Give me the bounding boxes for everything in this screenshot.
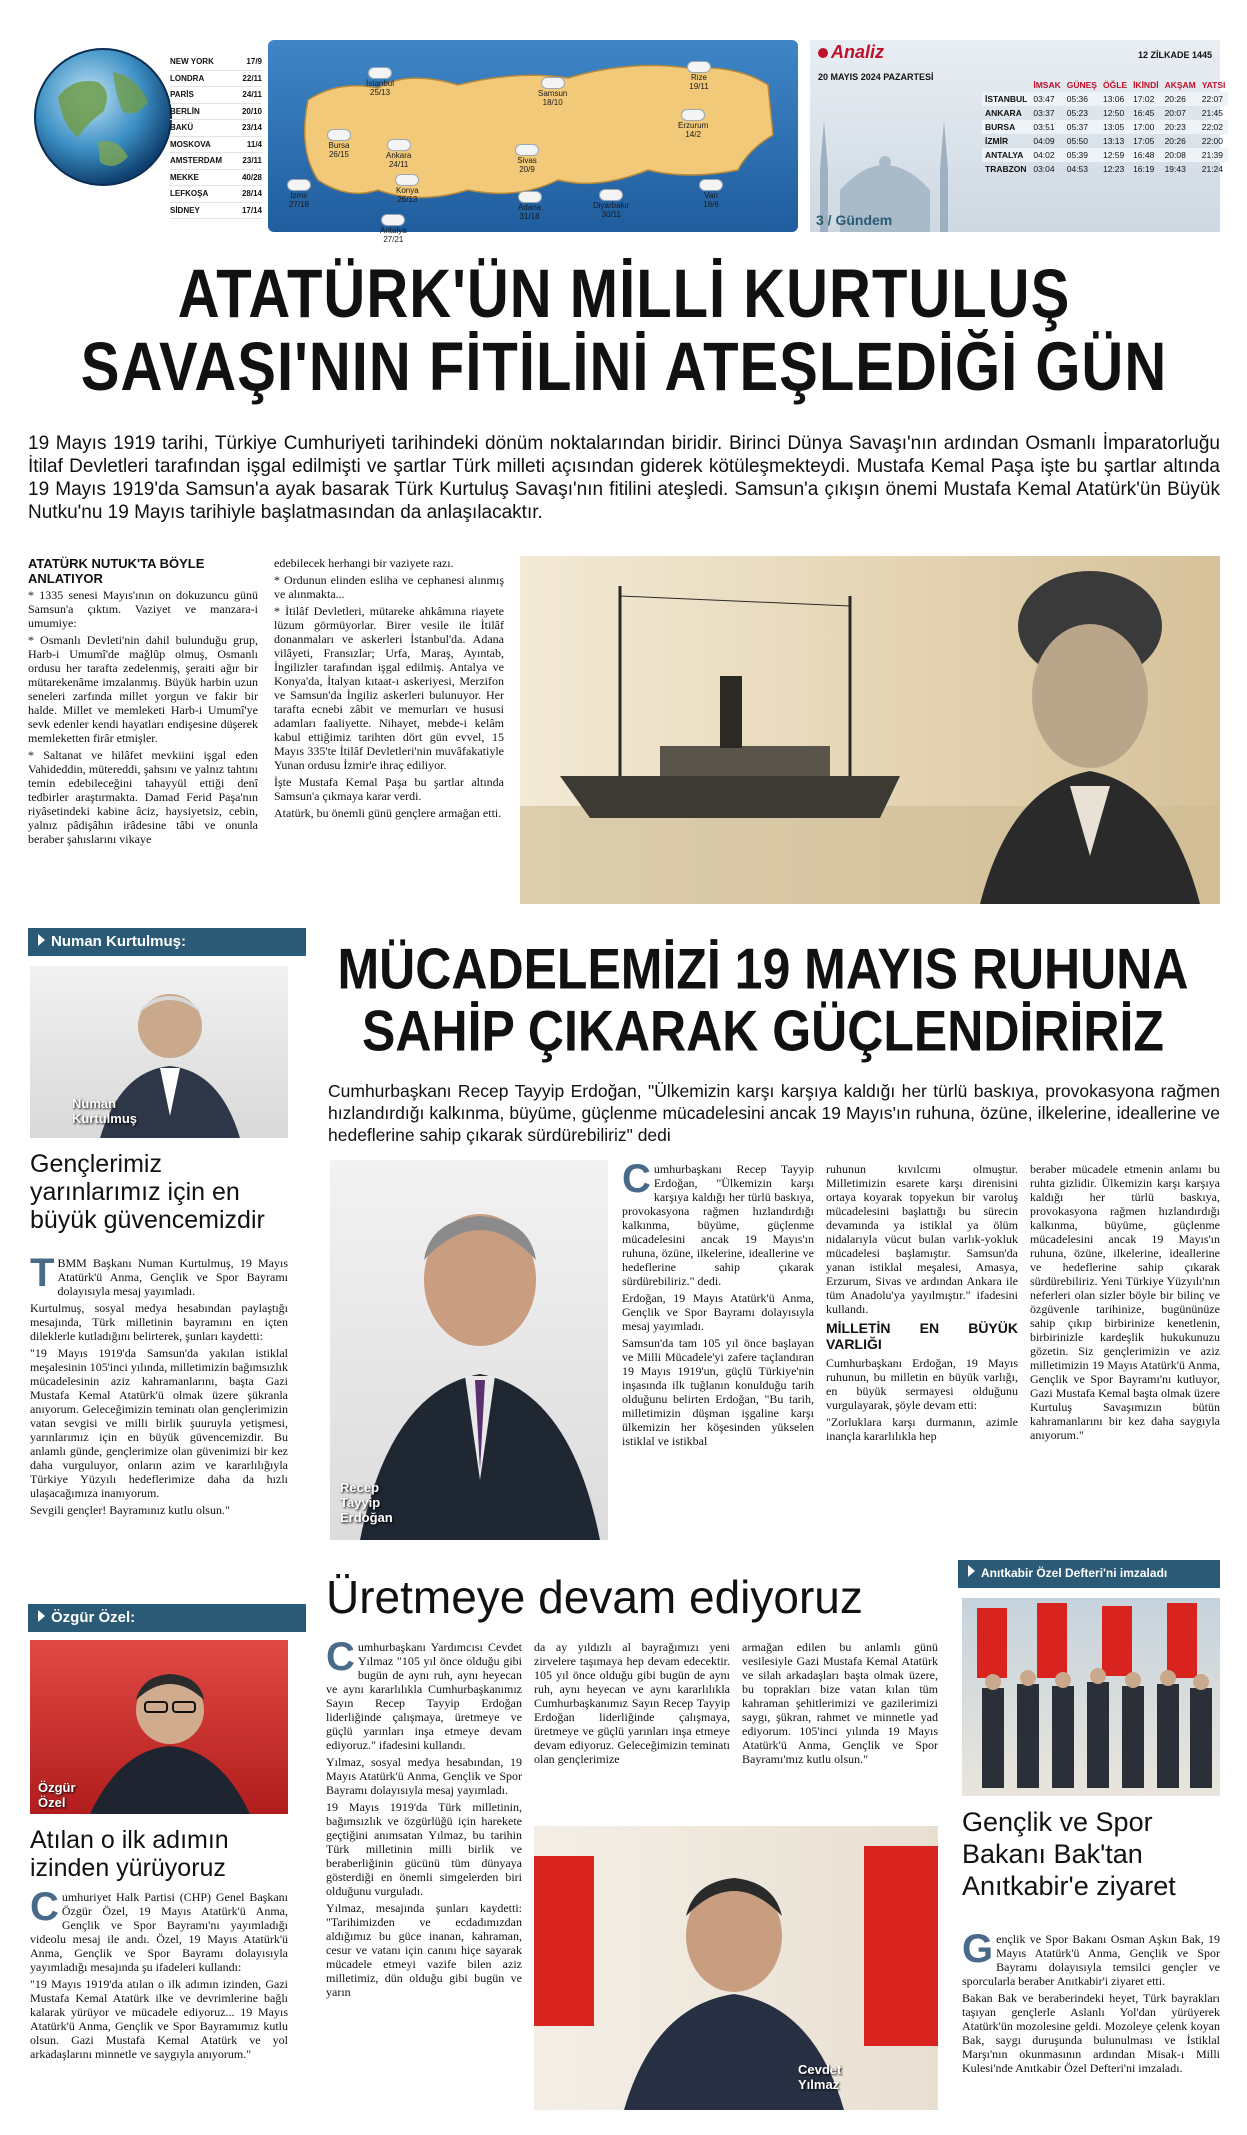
paragraph: da ay yıldızlı al bayrağımızı yeni zirvelere taşımaya hep devam edecektir. 105 yıl önce olduğu gibi bugün de aynı ruh, aynı heyecan ve aynı kararlılıkla Cumhurbaşkanımız Sayın Recep Tayyip Erdoğan liderliğinde çalışmaya, üretmeye ve güçlü yarınları inşa etmeye devam ediyoruz. Geleceğimizin teminatı olan gençlerimize (534, 1640, 730, 1766)
prayer-time: 12:23 (1102, 164, 1125, 174)
erdogan-lead: Cumhurbaşkanı Recep Tayyip Erdoğan, "Ülkemizin karşı karşıya kaldığı her türlü baskıya, provokasyona rağmen hızlandırdığı kalkınma, büyüme, güçlenme mücadelesini ancak 19 Mayıs'ın ruhuna, özüne, ilkelerine, ideallerine ve hedeflerine sahip çıkarak sürdürebiliriz" dedi (328, 1081, 1220, 1145)
city-name: Antalya (380, 226, 407, 235)
prayer-time: 16:48 (1130, 148, 1162, 162)
yilmaz-col-2 (534, 1640, 730, 1769)
map-city-weather (328, 130, 350, 159)
cloud-icon (516, 145, 538, 155)
cloud-icon (369, 68, 391, 78)
paragraph: armağan edilen bu anlamlı günü vesilesiyle Gazi Mustafa Kemal Atatürk ve silah arkadaşları başta olmak üzere, bu toprakları bize vatan kılan tüm kahraman şehitlerimizi ve gazilerimizi saygı, şükran, rahmet ve minnetle yad ediyorum. 105'inci yılında 19 Mayıs Atatürk'ü Anma, Gençlik ve Spor Bayramı'mız kutlu olsun." (742, 1640, 938, 1766)
prayer-time: 22:07 (1199, 92, 1229, 106)
city-name: PARİS (170, 90, 194, 99)
prayer-header: İMSAK (1033, 80, 1061, 90)
temperature: 18/10 (542, 98, 563, 107)
paragraph: beraber mücadele etmenin anlamı bu ruhta gizlidir. Ülkemizin karşı karşıya kaldığı her türlü baskıya, provokasyona rağmen hızlandırdığı kalkınma, büyüme, güçlenme mücadelesini ancak 19 Mayıs'ın ruhuna, özüne, ilkelerine, ideallerine ve hedeflerine sahip çıkarak sürdürebiliriz. Yeni Türkiye Yüzyılı'nın neferleri olan sizler böyle bir bilinç ve özgüvenle tarihinize, bugününüze sahip çıkıp birbirinize kenetlenin, birbirinizle kardeşlik hukukunuzu gözetin. Siz gençlerimizin ve aziz milletimizin 19 Mayıs Atatürk'ü Anma, Gençlik ve Spor Bayramı'nı kutluyor, Gazi Mustafa Kemal başta olmak üzere Kurtuluş Savaşımızın bütün kahramanlarını bir kez daha saygıyla anıyorum." (1030, 1162, 1220, 1442)
map-city-weather (386, 140, 411, 169)
cloud-icon (288, 180, 310, 190)
world-weather-list (170, 54, 262, 219)
prayer-row (982, 162, 1228, 176)
bak-title: Gençlik ve Spor Bakanı Bak'tan Anıtkabir'e ziyaret (962, 1807, 1176, 1901)
prayer-city: TRABZON (985, 164, 1027, 174)
prayer-time: 13:13 (1102, 136, 1125, 146)
paragraph: Kurtulmuş, sosyal medya hesabından paylaştığı mesajında, Türk milletinin bayramını en içten dileklerle kutladığını belirterek, şunları kaydetti: (30, 1301, 288, 1343)
erdogan-col-3 (1030, 1162, 1220, 1445)
prayer-row (982, 120, 1228, 134)
world-weather-row (170, 120, 262, 137)
prayer-time: 17:05 (1133, 136, 1155, 146)
map-city-weather (288, 180, 310, 209)
paragraph: Yılmaz, mesajında şunları kaydetti: "Tarihimizden ve ecdadımızdan aldığımız bu güce inanan, kahraman, cesur ve vatanı için canını hiçe sayarak mücadele etmeyi vazife bilen aziz milletimiz, dün olduğu gibi bugün ve yarın (326, 1901, 522, 1999)
world-weather-row (170, 170, 262, 187)
prayer-time: 03:51 (1030, 120, 1063, 134)
temperature: 31/18 (519, 212, 540, 221)
prayer-time: 20:08 (1162, 148, 1199, 162)
city-name: BERLİN (170, 106, 200, 116)
paragraph: Yılmaz, sosyal medya hesabından, 19 Mayıs Atatürk'ü Anma, Gençlik ve Spor Bayramı dolayısıyla mesaj yayımladı. (326, 1755, 522, 1797)
header-band (28, 40, 1226, 244)
hijri-date: 12 ZİLKADE 1445 (1137, 50, 1212, 60)
temperature: 24/11 (242, 90, 262, 99)
world-weather-row (170, 203, 262, 220)
ozel-label: Özgür Özel: (28, 1604, 306, 1632)
temperature: 23/11 (242, 156, 262, 165)
world-weather-row (170, 153, 262, 170)
city-name: LEFKOŞA (170, 189, 209, 198)
ozel-body (30, 1885, 288, 2064)
paragraph: ruhunun kıvılcımı olmuştur. Milletimizin esarete karşı direnisini ortaya koyarak topyekun bir varoluş mücadelesini başlattığı bu sürecin devamında ya istiklal ya ölüm nidalarıyla vücut bulan varlık-yokluk mücadelesi başlamıştır. Samsun'da yanan istiklal meşalesi, Amasya, Erzurum, Sivas ve ardından Ankara ile tüm Anadolu'ya yayılmıştır." ifadesini kullandı. (826, 1162, 1018, 1316)
city-name: NEW YORK (170, 57, 214, 66)
map-city-weather (593, 190, 629, 219)
paragraph: Cumhurbaşkanı Yardımcısı Cevdet Yılmaz "105 yıl önce olduğu gibi bugün de aynı ruh, aynı heyecan ve aynı kararlılıkla Cumhurbaşkanımız Sayın Recep Tayyip Erdoğan liderliğinde çalışmaya, üretmeye ve güçlü yarınları inşa etmeye devam ediyoruz." ifadesini kullandı. (326, 1635, 522, 1752)
prayer-time: 16:45 (1133, 108, 1155, 118)
city-name: MEKKE (170, 172, 199, 182)
city-name: SİDNEY (170, 205, 200, 215)
map-city-weather (518, 192, 541, 221)
paragraph: TBMM Başkanı Numan Kurtulmuş, 19 Mayıs Atatürk'ü Anma, Gençlik ve Spor Bayramı dolayısıyla mesaj yayımladı. (30, 1251, 288, 1298)
prayer-time: 04:09 (1033, 136, 1055, 146)
prayer-city: ANKARA (985, 108, 1022, 118)
map-city-weather (688, 62, 710, 91)
main-headline (24, 255, 1224, 406)
yilmaz-photo (534, 1826, 938, 2110)
temperature: 30/11 (601, 210, 621, 219)
world-weather-row (170, 54, 262, 71)
city-name: LONDRA (170, 73, 205, 83)
paragraph: Cumhurbaşkanı Recep Tayyip Erdoğan, "Ülkemizin karşı karşıya kaldığı her türlü baskıya, provokasyona rağmen hızlandırdığı kalkınma, büyüme, güçlenme mücadelesini ancak 19 Mayıs'ın ruhuna, özüne, ilkelerine, ideallerine ve hedeflerine sahip çıkarak sürdürebiliriz." dedi. (622, 1157, 814, 1288)
prayer-times-panel (810, 40, 1226, 232)
prayer-time: 13:06 (1100, 92, 1130, 106)
world-weather-row (170, 186, 262, 203)
prayer-table (982, 78, 1228, 176)
prayer-time: 17:00 (1130, 120, 1162, 134)
person-portrait (534, 1826, 938, 2110)
paragraph: Erdoğan, 19 Mayıs Atatürk'ü Anma, Gençlik ve Spor Bayramı dolayısıyla mesaj yayımladı. (622, 1291, 814, 1333)
temperature: 26/13 (397, 195, 418, 204)
prayer-time: 03:37 (1033, 108, 1055, 118)
prayer-header: ÖĞLE (1102, 80, 1128, 90)
erdogan-photo (330, 1160, 608, 1540)
cloud-icon (382, 215, 404, 225)
map-city-weather (700, 180, 722, 209)
temperature: 28/14 (241, 189, 262, 198)
prayer-time: 12:59 (1100, 148, 1130, 162)
temperature: 40/28 (241, 172, 262, 182)
prayer-city: İZMİR (985, 136, 1009, 146)
cloud-icon (388, 140, 410, 150)
historic-photo (520, 556, 1220, 904)
paragraph: Samsun'da tam 105 yıl önce başlayan ve Milli Mücadele'yi zafere taçlandıran 19 Mayıs 1919'un, güçlü Türkiye'nin inşasında ilk tuğlanın konulduğu tarih olduğunu belirten Erdoğan, "Bu tarih, milletimizin düşman işgaline karşı ülkemizin her köşesinden yükselen istiklal ve istikbal (622, 1336, 814, 1448)
erdogan-subhead: MİLLETİN EN BÜYÜK VARLIĞI (826, 1320, 1018, 1352)
paragraph: Cumhurbaşkanı Erdoğan, 19 Mayıs ruhunun, bu milletin en büyük varlığı, en büyük sermayesi olduğunu vurgulayarak, şöyle devam etti: (826, 1356, 1018, 1412)
temperature: 27/21 (383, 235, 404, 244)
paragraph: * İtilâf Devletleri, mütareke ahkâmına riayete lüzum görmüyorlar. Birer vesile ile İtilâf donanmaları ve askerleri İstanbul'da. Adana vilâyeti, Fransızlar; Urfa, Maraş, Ayıntab, İngilizler tarafından işgal edilmiş. Antalya ve Konya'da, İtalyan kıtaat-ı askeriyesi, Merzifon ve Samsun'da İngiliz askerleri bulunuyor. Her tarafta ecnebi zâbit ve memurları ve hususi adamları faaliyette. Nihayet, mebde-i kelâm kabul ettiğimiz tarihten dört gün evvel, 15 Mayıs 335'te İtilâf Devletleri'nin muvâfakatiyle Yunan ordusu İzmir'e ihraç ediliyor. (274, 604, 504, 772)
paragraph: * Saltanat ve hilâfet mevkiini işgal eden Vahideddin, mütereddi, şahsını ve yalnız tahtını temin edebileceğini tahayyül ettiği denî tedbirler araştırmakta. Damad Ferid Paşa'nın riyâsetindeki kabine âciz, haysiyetsiz, cebin, yalnız pâdişâhın irâdesine tâbi ve onunla beraber şahıslarını vikaye (28, 748, 258, 846)
yilmaz-title: Üretmeye devam ediyoruz (326, 1571, 863, 1623)
city-name: Rize (690, 73, 707, 82)
group-photo (962, 1598, 1220, 1796)
temperature: 27/18 (288, 200, 310, 209)
nutuk-col-1 (28, 588, 258, 849)
prayer-time: 17:02 (1130, 92, 1162, 106)
map-city-weather (366, 68, 394, 97)
prayer-time: 20:23 (1162, 120, 1199, 134)
temperature: 24/11 (388, 160, 409, 169)
yilmaz-col-3 (742, 1640, 938, 1769)
paragraph: * Ordunun elinden esliha ve cephanesi alınmış ve alınmakta... (274, 573, 504, 601)
paragraph: "19 Mayıs 1919'da Samsun'da yakılan istiklal meşalesinin 105'inci yılında, milletimizin bağımsızlık mücadelesinin aziz kahramanlarını, başta Gazi Mustafa Kemal Atatürk'ü olmak üzere şükranla anıyorum. Geleceğimizin teminatı olan gençlerimizin vatan sevgisi ve milli birlik şuuruyla yetişmesi, yarınlarımız için en büyük güvencemizdir. Bu anlamlı günde, gençlerimize olan güvenimizi bir kez daha vurguluyor, onların azim ve kararlılığıyla Türkiye Yüzyılı hedeflerimize daha da hızlı ulaşacağımıza inanıyorum. (30, 1346, 288, 1500)
city-name: Adana (518, 203, 542, 212)
prayer-row (982, 148, 1228, 162)
prayer-time: 22:02 (1199, 120, 1229, 134)
erdogan-headline-line-2: SAHİP ÇIKARAK GÜÇLENDİRİRİZ (362, 998, 1164, 1064)
ozel-photo-caption: Özgür Özel (38, 1780, 76, 1810)
map-city-weather (516, 145, 538, 174)
yilmaz-col-1 (326, 1635, 522, 2002)
prayer-header: İKİNDİ (1133, 80, 1159, 90)
erdogan-col-2 (826, 1162, 1018, 1446)
prayer-header: GÜNEŞ (1066, 80, 1097, 90)
temperature: 22/11 (242, 73, 262, 83)
ozel-title: Atılan o ilk adımın izinden yürüyoruz (30, 1826, 229, 1882)
ataturk-portrait (940, 556, 1220, 904)
prayer-city: BURSA (982, 120, 1030, 134)
city-name: Konya (396, 186, 419, 195)
newspaper-logo: Analiz (818, 42, 884, 63)
bak-body (962, 1927, 1220, 2078)
prayer-time: 21:39 (1199, 148, 1229, 162)
prayer-row (982, 106, 1228, 120)
temperature: 19/11 (689, 82, 709, 91)
city-name: Erzurum (678, 121, 709, 130)
city-name: Ankara (386, 151, 412, 160)
city-name: AMSTERDAM (170, 156, 222, 165)
erdogan-headline (306, 938, 1220, 1062)
paragraph: Gençlik ve Spor Bakanı Osman Aşkın Bak, 19 Mayıs Atatürk'ü Anma, Gençlik ve Spor Bayramı dolayısıyla temsilci gençler ve sporcularla beraber Anıtkabir'i ziyaret etti. (962, 1927, 1220, 1988)
prayer-city: ANTALYA (982, 148, 1030, 162)
world-weather-row (170, 104, 262, 121)
city-name: Samsun (538, 89, 568, 98)
prayer-time: 19:43 (1164, 164, 1186, 174)
kurtulmus-title: Gençlerimiz yarınlarımız için en büyük güvencemizdir (30, 1150, 265, 1234)
map-city-weather (396, 175, 419, 204)
cloud-icon (396, 175, 418, 185)
prayer-time: 05:23 (1066, 108, 1089, 118)
temperature: 17/9 (246, 57, 262, 66)
prayer-time: 16:19 (1133, 164, 1155, 174)
prayer-row (982, 134, 1228, 148)
erdogan-photo-caption: Recep Tayyip Erdoğan (340, 1480, 393, 1525)
logo-icon (818, 48, 828, 58)
temperature: 26/15 (328, 150, 350, 159)
paragraph: edebilecek herhangi bir vaziyete razı. (274, 556, 454, 570)
paragraph: "19 Mayıs 1919'da atılan o ilk adımın izinden, Gazi Mustafa Kemal Atatürk ilke ve devrimlerine bağlı kalarak yürüyor ve mücadele ediyoruz... 19 Mayıs Atatürk'ü Anma, Gençlik ve Spor Bayramımız kutlu olsun. Gazi Mustafa Kemal Atatürk ve yol arkadaşlarını minnetle ve saygıyla anıyorum." (30, 1977, 288, 2061)
prayer-header: AKŞAM (1164, 80, 1196, 90)
temperature: 25/13 (370, 88, 391, 97)
paragraph: * 1335 senesi Mayıs'ının on dokuzuncu günü Samsun'a çıktım. Vaziyet ve manzara-i umumiye: (28, 588, 258, 630)
paragraph: 19 Mayıs 1919'da Türk milletinin, bağımsızlık ve özgürlüğü için harekete geçtiğini anımsatan Yılmaz, bu tarihin Türk milletinin milli birlik ve beraberliğinin gücünü tüm dünyaya gösterdiği en önemli simgelerden biri olduğunu vurguladı. (326, 1800, 522, 1898)
temperature: 18/6 (703, 200, 719, 209)
paragraph: Sevgili gençler! Bayramınız kutlu olsun." (30, 1503, 230, 1517)
cloud-icon (700, 180, 722, 190)
paragraph: Cumhuriyet Halk Partisi (CHP) Genel Başkanı Özgür Özel, 19 Mayıs Atatürk'ü Anma, Gençlik ve Spor Bayramı'nı yayımladığı videolu mesaj ile andı. Özel, 19 Mayıs Atatürk'ü Anma, Gençlik ve Spor Bayramı dolayısıyla yayımladığı mesajında şu ifadeleri kullandı: (30, 1885, 288, 1974)
erdogan-headline-line-1: MÜCADELEMİZİ 19 MAYIS RUHUNA (337, 936, 1189, 1002)
section-label: 3 / Gündem (816, 212, 893, 228)
prayer-time: 21:45 (1201, 108, 1224, 118)
cloud-icon (542, 78, 564, 88)
erdogan-col-1 (622, 1157, 814, 1451)
prayer-time: 21:24 (1201, 164, 1224, 174)
prayer-time: 05:37 (1064, 120, 1100, 134)
world-weather-row (170, 87, 262, 104)
kurtulmus-photo (30, 966, 288, 1138)
prayer-time: 05:36 (1064, 92, 1100, 106)
cloud-icon (519, 192, 541, 202)
city-name: İzmir (290, 191, 308, 200)
bak-label: Anıtkabir Özel Defteri'ni imzaladı (958, 1560, 1220, 1588)
map-city-weather (678, 110, 708, 139)
paragraph: "Zorluklara karşı durmanın, azimle inançla kararlılıkla hep (826, 1415, 1018, 1443)
main-headline-line-2: SAVAŞI'NIN FİTİLİNİ ATEŞLEDİĞİ GÜN (80, 328, 1168, 406)
paragraph: Bakan Bak ve beraberindeki heyet, Türk bayrakları taşıyan gençlerle Aslanlı Yol'dan yürüyerek Atatürk'ün mozolesine geldi. Mozoleye çelenk koyan Bak, saygı duruşunda bulunulması ve İstiklal Marşı'nın okunmasının ardından Misak-ı Milli Kulesi'nde Anıtkabir Özel Defteri'ni imzaladı. (962, 1991, 1220, 2075)
map-city-weather (380, 215, 407, 244)
city-name: Bursa (328, 141, 350, 150)
cloud-icon (688, 62, 710, 72)
city-name: Sivas (517, 156, 537, 165)
cloud-icon (682, 110, 704, 120)
yilmaz-photo-caption: Cevdet Yılmaz (798, 2062, 842, 2092)
nutuk-title: ATATÜRK NUTUK'TA BÖYLE ANLATIYOR (28, 556, 205, 586)
prayer-time: 05:50 (1066, 136, 1089, 146)
prayer-time: 20:26 (1164, 136, 1186, 146)
temperature: 23/14 (241, 123, 262, 132)
nutuk-col-2 (274, 556, 504, 823)
world-weather-row (170, 71, 262, 88)
prayer-time: 03:47 (1030, 92, 1063, 106)
turkey-weather-map (268, 40, 798, 244)
prayer-header-row (982, 78, 1228, 92)
main-lead: 19 Mayıs 1919 tarihi, Türkiye Cumhuriyeti tarihindeki dönüm noktalarından biridir. Birinci Dünya Savaşı'nın ardından Osmanlı İmparatorluğu İtilaf Devletleri tarafından işgal edilmişti ve şartlar Türk milleti açısından giderek kötüleşmekteydi. Mustafa Kemal Paşa işte bu şartlar altında 19 Mayıs 1919'da Samsun'a ayak basarak Türk Kurtuluş Savaşı'nın fitilini ateşledi. Samsun'a çıkışın önemi Mustafa Kemal Atatürk'ün Büyük Nutku'nu 19 Mayıs tarihiyle başlatmasından da anlaşılacaktır. (28, 433, 1220, 523)
main-headline-line-1: ATATÜRK'ÜN MİLLİ KURTULUŞ (177, 255, 1071, 333)
temperature: 20/10 (241, 106, 262, 116)
prayer-time: 13:05 (1100, 120, 1130, 134)
prayer-time: 04:02 (1030, 148, 1063, 162)
kurtulmus-body (30, 1251, 288, 1520)
temperature: 11/4 (246, 139, 262, 149)
temperature: 20/9 (519, 165, 535, 174)
prayer-time: 22:00 (1201, 136, 1224, 146)
prayer-header: YATSI (1201, 80, 1226, 90)
prayer-time: 20:26 (1162, 92, 1199, 106)
prayer-time: 05:39 (1064, 148, 1100, 162)
prayer-time: 12:50 (1102, 108, 1125, 118)
cloud-icon (328, 130, 350, 140)
prayer-row (982, 92, 1228, 106)
prayer-city: İSTANBUL (982, 92, 1030, 106)
paragraph: * Osmanlı Devleti'nin dahil bulunduğu grup, Harb-i Umumî'de mağlûp olmuş, Osmanlı ordusu her tarafta zedelenmiş, şeraiti ağır bir mütarekenâme imzalanmış. Büyük harbin uzun seneleri zarfında millet yorgun ve fakir bir halde. Millet ve memleketi Harb-i Umumî'ye sevk edenler kendi hayatları endişesine düşerek memleketten firâr etmişler. (28, 633, 258, 745)
prayer-time: 20:07 (1164, 108, 1186, 118)
temperature: 14/2 (685, 130, 701, 139)
issue-date: 20 MAYIS 2024 PAZARTESİ (818, 72, 934, 82)
bak-photo (962, 1598, 1220, 1796)
paragraph: Atatürk, bu önemli günü gençlere armağan etti. (274, 806, 502, 820)
kurtulmus-photo-caption: Numan Kurtulmuş (72, 1096, 137, 1126)
prayer-time: 04:53 (1066, 164, 1089, 174)
ozel-photo (30, 1640, 288, 1814)
globe-icon (28, 42, 178, 192)
prayer-time: 03:04 (1033, 164, 1055, 174)
paragraph: İşte Mustafa Kemal Paşa bu şartlar altında Samsun'a çıkmaya karar verdi. (274, 775, 504, 803)
city-name: İstanbul (366, 79, 395, 88)
world-weather-row (170, 137, 262, 154)
temperature: 17/14 (241, 205, 262, 215)
city-name: BAKÜ (170, 123, 194, 132)
cloud-icon (600, 190, 622, 200)
city-name: Van (704, 191, 718, 200)
city-name: MOSKOVA (170, 139, 211, 149)
city-name: Diyarbakır (593, 201, 630, 210)
kurtulmus-label: Numan Kurtulmuş: (28, 928, 306, 956)
map-city-weather (538, 78, 567, 107)
